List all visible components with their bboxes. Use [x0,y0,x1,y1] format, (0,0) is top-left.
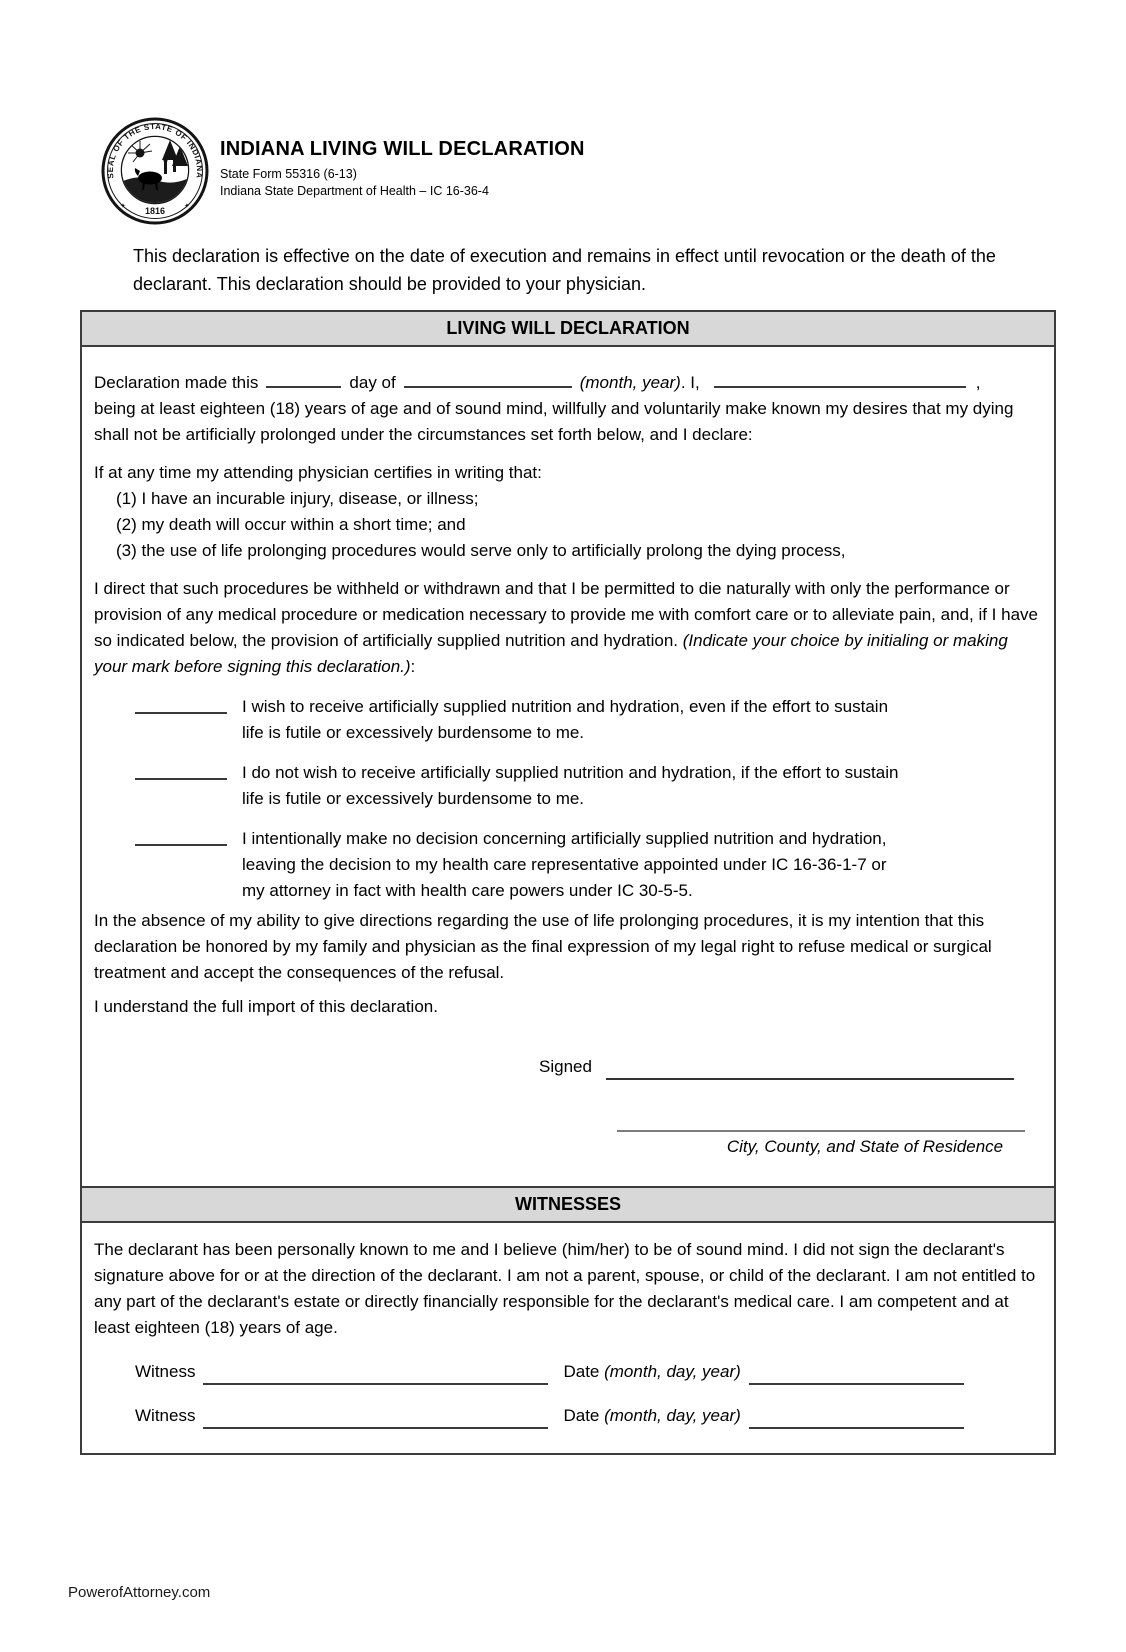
witness-row-1 [135,1359,1042,1385]
absence-paragraph: In the absence of my ability to give directions regarding the use of life prolonging procedures, it is my intention that this declaration be honored by my family and physician as the final expression of my legal right to refuse medical or surgical treatment and accept the consequences of the refusal. [94,911,992,982]
choice-no-decision [135,826,1042,904]
physician-certifies-paragraph [94,460,1042,564]
witness-1-label: Witness [135,1362,196,1381]
choice-line: life is futile or excessively burdensome to me. [242,723,585,742]
witness-row-2 [135,1403,1042,1429]
declarant-name-blank [714,369,966,388]
certify-item-1: (1) I have an incurable injury, disease, or illness; [116,489,479,508]
department-line: Indiana State Department of Health – IC 16-36-4 [220,184,489,198]
witness-1-signature-line [203,1364,548,1385]
opening-day-of: day of [349,373,396,392]
month-year-hint: (month, year) [579,373,681,392]
residence-line [617,1130,1025,1132]
choice-line: my attorney in fact with health care powers under IC 30-5-5. [242,881,693,900]
direct-colon: : [410,657,416,676]
opening-trailing-comma: , [975,373,981,392]
no-decision-initial-blank [135,826,227,846]
witnesses-section-header: WITNESSES [82,1188,1054,1223]
seal-ring-text: SEAL OF THE STATE OF INDIANA [105,122,205,180]
date-label: Date [563,1406,605,1425]
svg-text:✦: ✦ [120,203,126,210]
witness-statement: The declarant has been personally known to me and I believe (him/her) to be of sound mind. I did not sign the declarant's signature above for or at the direction of the declarant. I am not a parent, spouse, or child of the declarant. I am not entitled to any part of the declarant's estate or directly financially responsible for the declarant's medical care. I am competent and at least eighteen (18) years of age. [94,1240,1036,1337]
opening-rest: being at least eighteen (18) years of age and of sound mind, willfully and voluntarily make known my desires that my dying shall not be artificially prolonged under the circumstances set forth below, and I declare: [94,399,1014,444]
residence-block [617,1130,1025,1160]
choice-line: I intentionally make no decision concerning artificially supplied nutrition and hydration, [242,829,887,848]
receive-nutrition-initial-blank [135,694,227,714]
signed-label: Signed [539,1057,592,1076]
document-page [0,116,1126,1652]
indiana-state-seal-icon [100,116,210,226]
direct-italic-note: (Indicate your choice by initialing or making your mark before signing this declaration.) [94,631,1008,676]
choice-line: I do not wish to receive artificially supplied nutrition and hydration, if the effort to sustain [242,763,899,782]
declaration-body [82,347,1054,1188]
svg-text:✦: ✦ [184,203,190,210]
declaration-day-blank [266,369,341,388]
opening-paragraph [94,369,1042,448]
footer-brand: PowerofAttorney.com [68,1584,211,1601]
certify-lead: If at any time my attending physician certifies in writing that: [94,463,542,482]
declaration-section-header: LIVING WILL DECLARATION [82,312,1054,347]
decline-nutrition-initial-blank [135,760,227,780]
seal-year: 1816 [144,206,166,216]
witness-2-date-label [563,1403,740,1429]
header-text [220,116,585,198]
living-will-form [80,310,1056,1455]
understand-paragraph: I understand the full import of this declaration. [94,997,438,1016]
choice-receive-nutrition [135,694,1042,746]
declarant-signature-line [606,1058,1014,1080]
opening-after-hint: . I, [680,373,700,392]
witness-2-signature-line [203,1408,548,1429]
direct-paragraph [94,576,1042,680]
date-label: Date [563,1362,605,1381]
intro-paragraph: This declaration is effective on the date of execution and remains in effect until revocation or the death of the declarant. This declaration should be provided to your physician. [133,246,996,294]
choice-line: life is futile or excessively burdensome to me. [242,789,585,808]
no-decision-text [242,826,887,904]
decline-nutrition-text [242,760,898,812]
witness-2-label: Witness [135,1406,196,1425]
residence-caption: City, County, and State of Residence [726,1137,1004,1156]
page-title: INDIANA LIVING WILL DECLARATION [220,138,585,160]
witness-1-date-line [749,1364,964,1385]
receive-nutrition-text [242,694,888,746]
declaration-month-year-blank [404,369,572,388]
witness-1-date-label [563,1359,740,1385]
witnesses-body [82,1223,1054,1453]
date-format-hint: (month, day, year) [604,1406,741,1425]
certify-item-3: (3) the use of life prolonging procedures would serve only to artificially prolong the dying process, [116,541,846,560]
signed-row [539,1054,1042,1080]
certify-item-2: (2) my death will occur within a short time; and [116,515,466,534]
witness-2-date-line [749,1408,964,1429]
document-header [100,116,1126,226]
choice-line: leaving the decision to my health care representative appointed under IC 16-36-1-7 or [242,855,887,874]
choice-line: I wish to receive artificially supplied nutrition and hydration, even if the effort to sustain [242,697,889,716]
choice-decline-nutrition [135,760,1042,812]
opening-text: Declaration made this [94,373,259,392]
form-number: State Form 55316 (6-13) [220,167,357,181]
date-format-hint: (month, day, year) [604,1362,741,1381]
direct-main: I direct that such procedures be withheld or withdrawn and that I be permitted to die naturally with only the performance or provision of any medical procedure or medication necessary to provide me with comfort care or to alleviate pain, and, if I have so indicated below, the provision of artificially supplied nutrition and hydration. [94,579,1038,650]
